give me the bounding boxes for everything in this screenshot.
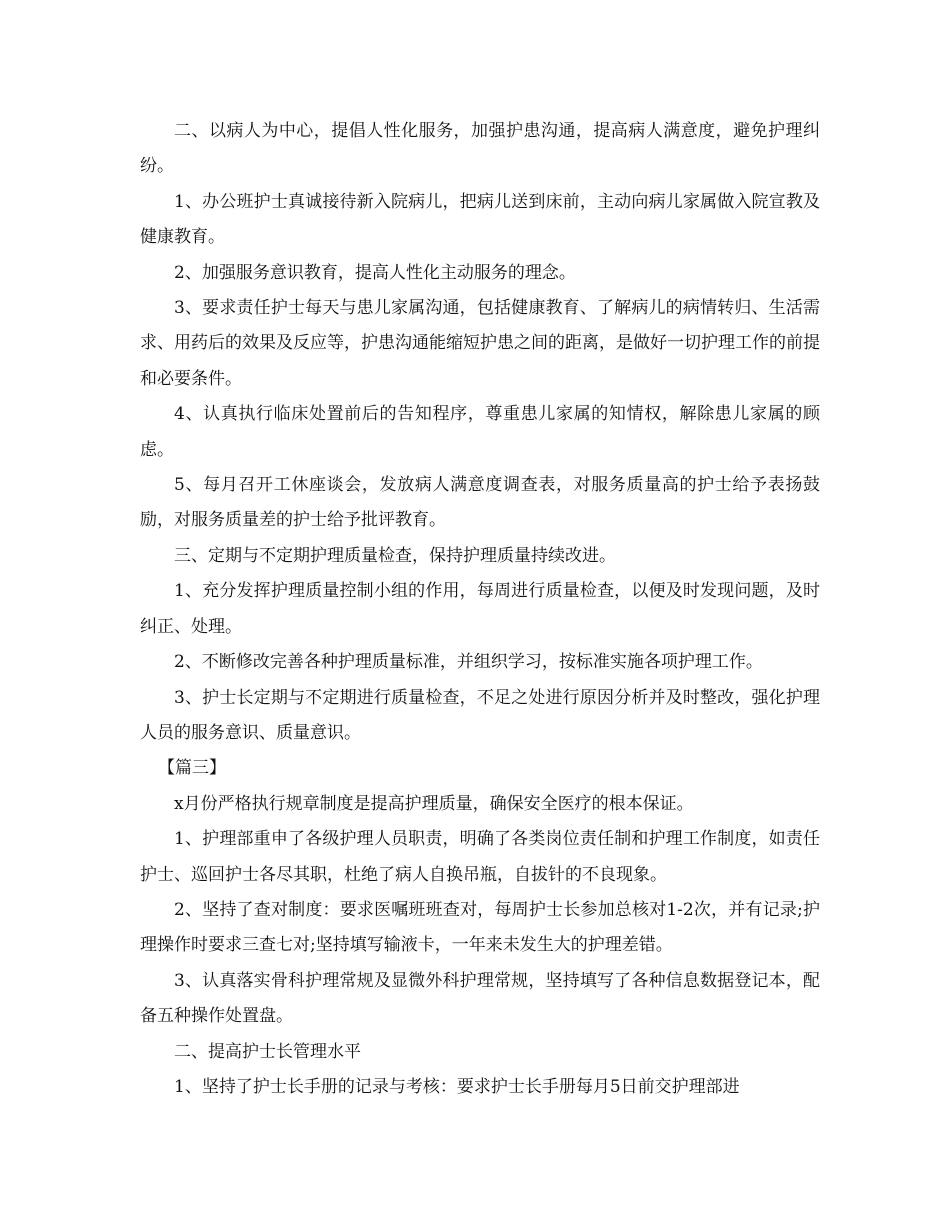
paragraph: 4、认真执行临床处置前后的告知程序，尊重患儿家属的知情权，解除患儿家属的顾虑。 bbox=[140, 404, 820, 460]
part-three-heading: 【篇三】 bbox=[158, 758, 226, 779]
paragraph-section-three-heading: 三、定期与不定期护理质量检查，保持护理质量持续改进。 bbox=[174, 545, 616, 566]
paragraph-management-heading: 二、提高护士长管理水平 bbox=[174, 1041, 361, 1062]
paragraph: 2、不断修改完善各种护理质量标准，并组织学习，按标准实施各项护理工作。 bbox=[174, 652, 763, 673]
paragraph-section-two-heading: 二、以病人为中心，提倡人性化服务，加强护患沟通，提高病人满意度，避免护理纠纷。 bbox=[140, 121, 820, 177]
paragraph: 3、护士长定期与不定期进行质量检查，不足之处进行原因分析并及时整改，强化护理人员的服务意识、质量意识。 bbox=[140, 687, 820, 743]
paragraph: 2、加强服务意识教育，提高人性化主动服务的理念。 bbox=[174, 262, 576, 283]
document-body bbox=[140, 114, 820, 1105]
paragraph: 3、认真落实骨科护理常规及显微外科护理常规，坚持填写了各种信息数据登记本，配备五种操作处置盘。 bbox=[140, 970, 820, 1027]
paragraph: 2、坚持了查对制度：要求医嘱班班查对，每周护士长参加总核对1-2次，并有记录;护理操作时要求三查七对;坚持填写输液卡，一年来未发生大的护理差错。 bbox=[140, 899, 820, 956]
paragraph: 5、每月召开工休座谈会，发放病人满意度调查表，对服务质量高的护士给予表扬鼓励，对服务质量差的护士给予批评教育。 bbox=[140, 475, 820, 531]
paragraph: x月份严格执行规章制度是提高护理质量，确保安全医疗的根本保证。 bbox=[174, 793, 694, 814]
paragraph: 1、充分发挥护理质量控制小组的作用，每周进行质量检查，以便及时发现问题，及时纠正、处理。 bbox=[140, 581, 820, 637]
paragraph: 1、办公班护士真诚接待新入院病儿，把病儿送到床前，主动向病儿家属做入院宣教及健康教育。 bbox=[140, 191, 820, 248]
paragraph: 1、护理部重申了各级护理人员职责，明确了各类岗位责任制和护理工作制度，如责任护士、巡回护士各尽其职，杜绝了病人自换吊瓶，自拔针的不良现象。 bbox=[140, 829, 820, 885]
paragraph: 1、坚持了护士长手册的记录与考核：要求护士长手册每月5日前交护理部进 bbox=[174, 1076, 740, 1097]
paragraph: 3、要求责任护士每天与患儿家属沟通，包括健康教育、了解病儿的病情转归、生活需求、用药后的效果及反应等，护患沟通能缩短护患之间的距离，是做好一切护理工作的前提和必要条件。 bbox=[140, 298, 820, 389]
